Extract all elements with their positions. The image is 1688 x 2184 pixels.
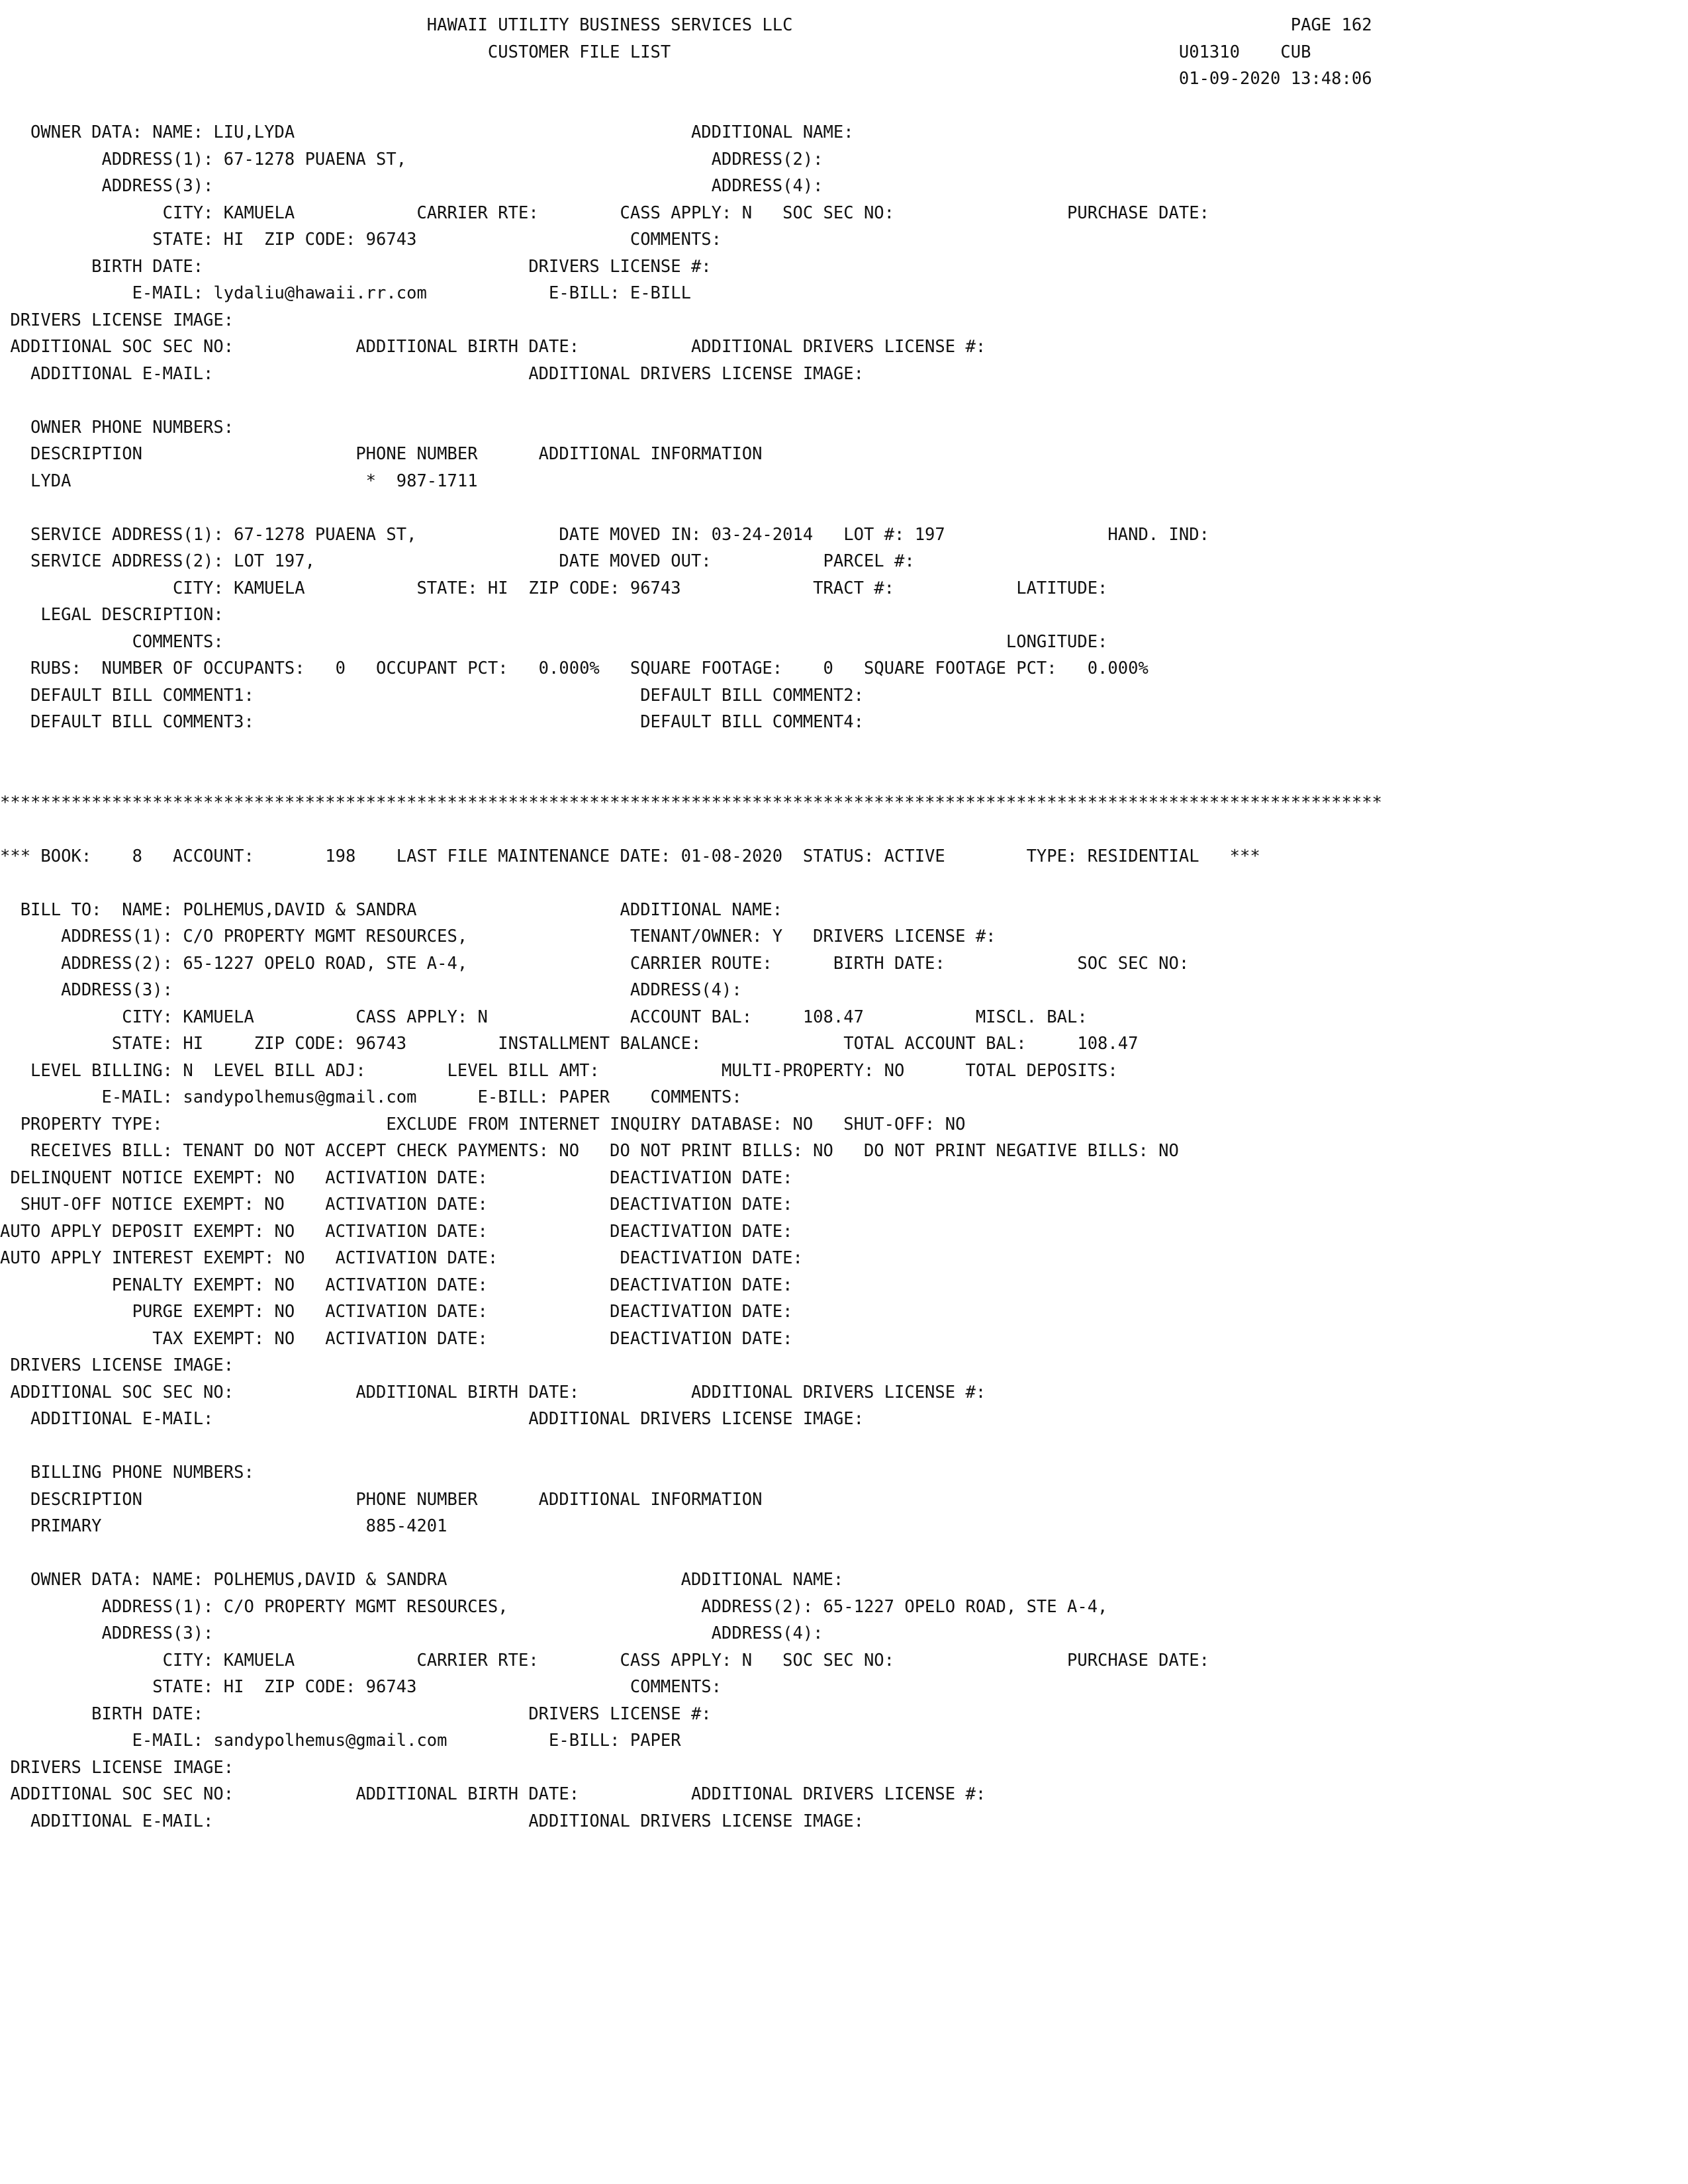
- record1-line-7: DRIVERS LICENSE IMAGE:: [0, 310, 234, 330]
- record2-line-28: CITY: KAMUELA CARRIER RTE: CASS APPLY: N SOC SEC NO: PURCHASE DATE:: [0, 1650, 1209, 1670]
- record2-line-8: PROPERTY TYPE: EXCLUDE FROM INTERNET INQUIRY DATABASE: NO SHUT-OFF: NO: [0, 1114, 966, 1134]
- record2-line-0: BILL TO: NAME: POLHEMUS,DAVID & SANDRA ADDITIONAL NAME:: [0, 899, 783, 920]
- record2-line-4: CITY: KAMUELA CASS APPLY: N ACCOUNT BAL: 108.47 MISCL. BAL:: [0, 1007, 1088, 1027]
- record2-line-7: E-MAIL: sandypolhemus@gmail.com E-BILL: PAPER COMMENTS:: [0, 1087, 742, 1107]
- record2-line-33: ADDITIONAL SOC SEC NO: ADDITIONAL BIRTH DATE: ADDITIONAL DRIVERS LICENSE #:: [0, 1784, 986, 1804]
- record1-line-13: LYDA * 987-1711: [0, 471, 478, 491]
- record2-line-3: ADDRESS(3): ADDRESS(4):: [0, 980, 742, 1000]
- record1-line-9: ADDITIONAL E-MAIL: ADDITIONAL DRIVERS LICENSE IMAGE:: [0, 363, 864, 384]
- header-spacer: [0, 93, 1688, 120]
- header-line-company: HAWAII UTILITY BUSINESS SERVICES LLC PAGE 162: [0, 15, 1372, 35]
- header-line-title: CUSTOMER FILE LIST U01310 CUB: [0, 42, 1311, 62]
- record2-line-6: LEVEL BILLING: N LEVEL BILL ADJ: LEVEL BILL AMT: MULTI-PROPERTY: NO TOTAL DEPOSITS:: [0, 1060, 1118, 1081]
- record2-line-26: ADDRESS(1): C/O PROPERTY MGMT RESOURCES, ADDRESS(2): 65-1227 OPELO ROAD, STE A-4,: [0, 1596, 1108, 1617]
- record1-line-4: STATE: HI ZIP CODE: 96743 COMMENTS:: [0, 230, 722, 250]
- record1-line-12: DESCRIPTION PHONE NUMBER ADDITIONAL INFORMATION: [0, 444, 763, 464]
- record1-line-20: RUBS: NUMBER OF OCCUPANTS: 0 OCCUPANT PCT: 0.000% SQUARE FOOTAGE: 0 SQUARE FOOTAGE PCT: 0.000%: [0, 659, 1149, 678]
- record1-line-11: OWNER PHONE NUMBERS:: [0, 417, 234, 437]
- record2-line-27: ADDRESS(3): ADDRESS(4):: [0, 1623, 823, 1643]
- record2-line-16: TAX EXEMPT: NO ACTIVATION DATE: DEACTIVATION DATE:: [0, 1328, 793, 1349]
- record2-line-15: PURGE EXEMPT: NO ACTIVATION DATE: DEACTIVATION DATE:: [0, 1302, 793, 1322]
- record2-line-12: AUTO APPLY DEPOSIT EXEMPT: NO ACTIVATION DATE: DEACTIVATION DATE:: [0, 1221, 793, 1242]
- record2-line-34: ADDITIONAL E-MAIL: ADDITIONAL DRIVERS LICENSE IMAGE:: [0, 1811, 864, 1831]
- record2-line-18: ADDITIONAL SOC SEC NO: ADDITIONAL BIRTH DATE: ADDITIONAL DRIVERS LICENSE #:: [0, 1382, 986, 1402]
- record2-line-30: BIRTH DATE: DRIVERS LICENSE #:: [0, 1704, 712, 1724]
- record1-line-3: CITY: KAMUELA CARRIER RTE: CASS APPLY: N SOC SEC NO: PURCHASE DATE:: [0, 203, 1209, 223]
- owner-record-block-1: [0, 119, 1688, 736]
- record2-line-19: ADDITIONAL E-MAIL: ADDITIONAL DRIVERS LICENSE IMAGE:: [0, 1409, 864, 1429]
- record2-line-17: DRIVERS LICENSE IMAGE:: [0, 1355, 234, 1375]
- record1-line-1: ADDRESS(1): 67-1278 PUAENA ST, ADDRESS(2):: [0, 149, 823, 169]
- record1-line-21: DEFAULT BILL COMMENT1: DEFAULT BILL COMMENT2:: [0, 685, 864, 705]
- record1-line-10: [0, 387, 1688, 414]
- record1-line-2: ADDRESS(3): ADDRESS(4):: [0, 176, 823, 196]
- record1-line-5: BIRTH DATE: DRIVERS LICENSE #:: [0, 256, 712, 277]
- record2-line-9: RECEIVES BILL: TENANT DO NOT ACCEPT CHECK PAYMENTS: NO DO NOT PRINT BILLS: NO DO NOT PRINT NEGATIVE BILLS: NO: [0, 1141, 1179, 1161]
- record1-line-14: [0, 494, 1688, 522]
- record1-line-8: ADDITIONAL SOC SEC NO: ADDITIONAL BIRTH DATE: ADDITIONAL DRIVERS LICENSE #:: [0, 337, 986, 357]
- record1-line-6: E-MAIL: lydaliu@hawaii.rr.com E-BILL: E-BILL: [0, 283, 691, 303]
- record2-line-10: DELINQUENT NOTICE EXEMPT: NO ACTIVATION DATE: DEACTIVATION DATE:: [0, 1167, 793, 1188]
- record1-line-15: SERVICE ADDRESS(1): 67-1278 PUAENA ST, DATE MOVED IN: 03-24-2014 LOT #: 197 HAND. IND:: [0, 524, 1209, 545]
- header-line-datetime: 01-09-2020 13:48:06: [0, 69, 1372, 89]
- book-spacer: [0, 816, 1688, 843]
- record2-line-23: PRIMARY 885-4201: [0, 1516, 447, 1536]
- record2-line-21: BILLING PHONE NUMBERS:: [0, 1463, 254, 1482]
- record1-line-17: CITY: KAMUELA STATE: HI ZIP CODE: 96743 TRACT #: LATITUDE:: [0, 578, 1108, 598]
- book-account-line: *** BOOK: 8 ACCOUNT: 198 LAST FILE MAINTENANCE DATE: 01-08-2020 STATUS: ACTIVE TYPE: RESIDENTIAL ***: [0, 846, 1260, 866]
- record1-line-22: DEFAULT BILL COMMENT3: DEFAULT BILL COMMENT4:: [0, 712, 864, 732]
- record2-line-24: [0, 1540, 1688, 1567]
- record1-line-16: SERVICE ADDRESS(2): LOT 197, DATE MOVED OUT: PARCEL #:: [0, 551, 915, 571]
- account-record-block-2: [0, 897, 1688, 1835]
- record2-line-5: STATE: HI ZIP CODE: 96743 INSTALLMENT BALANCE: TOTAL ACCOUNT BAL: 108.47: [0, 1034, 1139, 1054]
- record2-line-1: ADDRESS(1): C/O PROPERTY MGMT RESOURCES, TENANT/OWNER: Y DRIVERS LICENSE #:: [0, 927, 996, 946]
- record2-line-2: ADDRESS(2): 65-1227 OPELO ROAD, STE A-4, CARRIER ROUTE: BIRTH DATE: SOC SEC NO:: [0, 953, 1190, 974]
- record2-spacer: [0, 870, 1688, 897]
- record2-line-31: E-MAIL: sandypolhemus@gmail.com E-BILL: PAPER: [0, 1731, 681, 1751]
- report-header: [0, 12, 1688, 93]
- record2-line-22: DESCRIPTION PHONE NUMBER ADDITIONAL INFORMATION: [0, 1489, 763, 1510]
- record2-line-14: PENALTY EXEMPT: NO ACTIVATION DATE: DEACTIVATION DATE:: [0, 1275, 793, 1295]
- separator-spacer: [0, 736, 1688, 790]
- record2-line-25: OWNER DATA: NAME: POLHEMUS,DAVID & SANDRA ADDITIONAL NAME:: [0, 1570, 844, 1590]
- record2-line-20: [0, 1433, 1688, 1460]
- record-separator: ****************************************************************************************************************************************: [0, 792, 1382, 813]
- record2-line-13: AUTO APPLY INTEREST EXEMPT: NO ACTIVATION DATE: DEACTIVATION DATE:: [0, 1248, 803, 1268]
- record1-line-0: OWNER DATA: NAME: LIU,LYDA ADDITIONAL NAME:: [0, 122, 854, 142]
- record2-line-32: DRIVERS LICENSE IMAGE:: [0, 1757, 234, 1778]
- record2-line-11: SHUT-OFF NOTICE EXEMPT: NO ACTIVATION DATE: DEACTIVATION DATE:: [0, 1195, 793, 1214]
- record1-line-19: COMMENTS: LONGITUDE:: [0, 631, 1108, 652]
- record2-line-29: STATE: HI ZIP CODE: 96743 COMMENTS:: [0, 1677, 722, 1697]
- record1-line-18: LEGAL DESCRIPTION:: [0, 605, 224, 625]
